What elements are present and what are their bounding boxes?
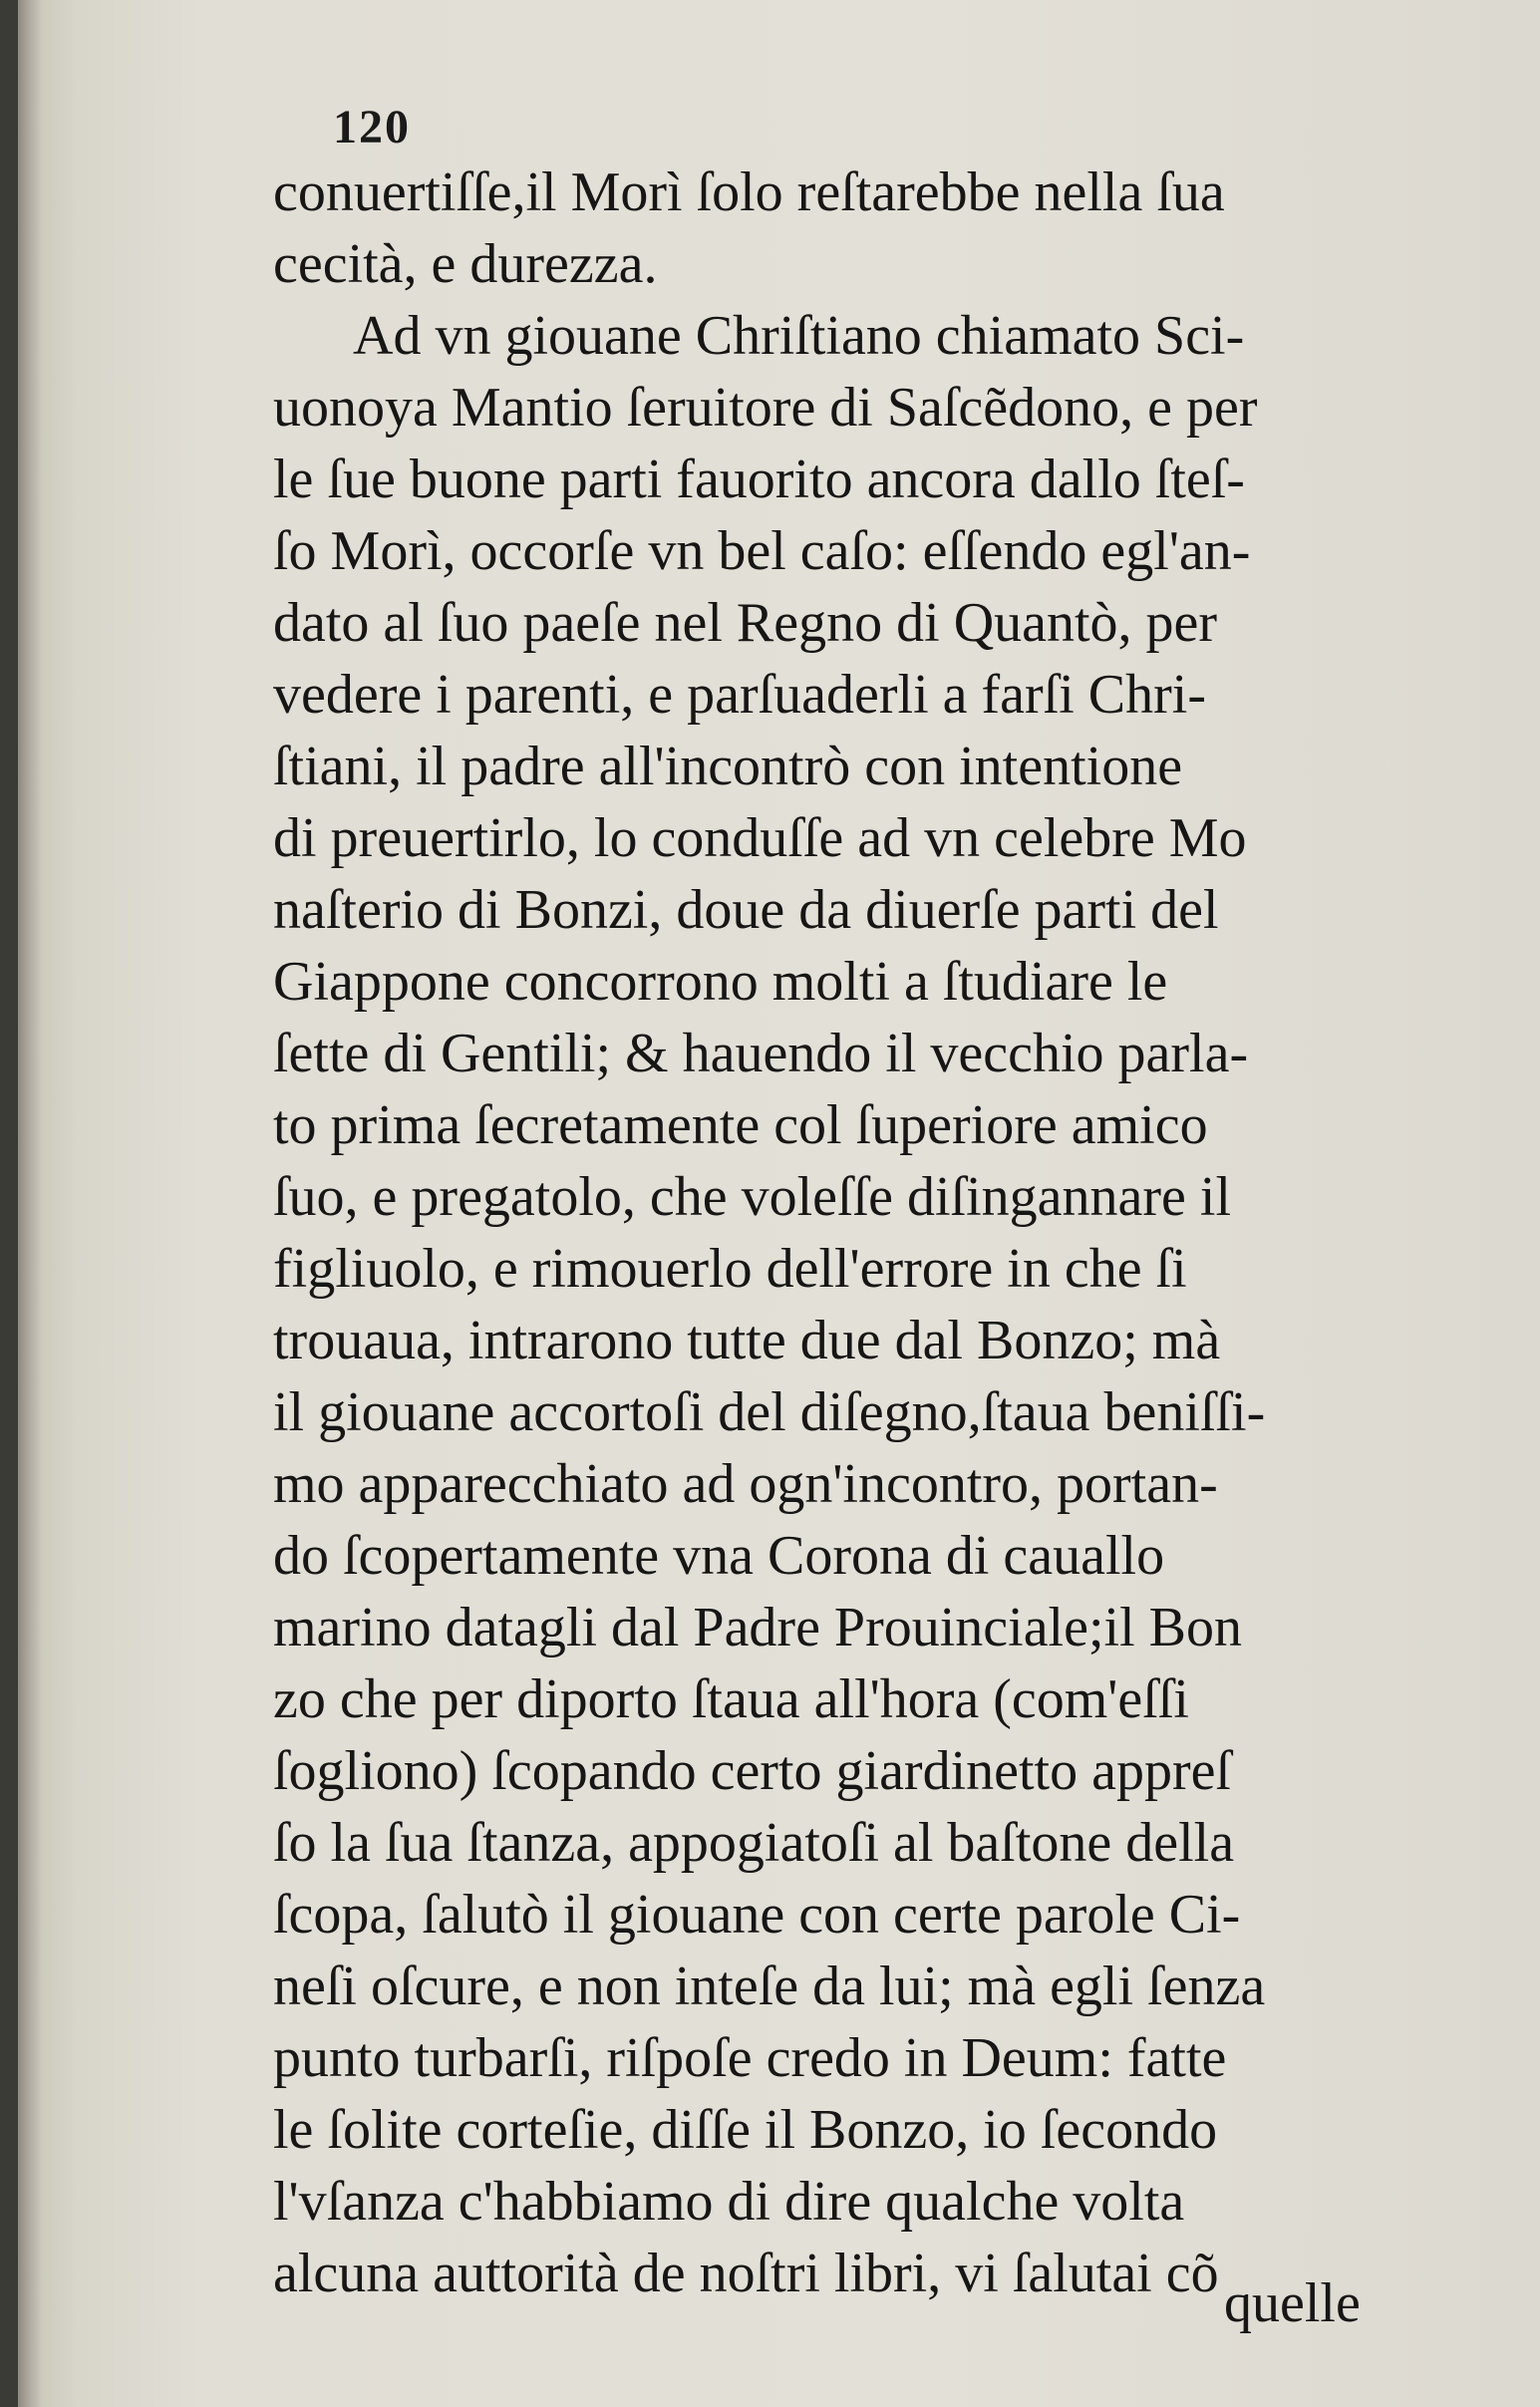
text-line: do ſcopertamente vna Corona di cauallo	[273, 1525, 1165, 1587]
text-line: alcuna auttorità de noſtri libri, vi ſalutai cõ	[273, 2243, 1219, 2304]
text-line: Ad vn giouane Chriſtiano chiamato Sci-	[353, 305, 1245, 367]
text-line: trouaua, intrarono tutte due dal Bonzo; mà	[273, 1310, 1221, 1371]
text-line: ſcopa, ſalutò il giouane con certe parole Ci-	[273, 1884, 1241, 1946]
text-line: ſtiani, il padre all'incontrò con intentione	[273, 736, 1183, 797]
text-line: le ſolite corteſie, diſſe il Bonzo, io ſecondo	[273, 2099, 1218, 2161]
text-line: figliuolo, e rimouerlo dell'errore in che ſi	[273, 1238, 1187, 1300]
text-line: marino datagli dal Padre Prouinciale;il Bon	[273, 1597, 1242, 1658]
text-line: le ſue buone parti fauorito ancora dallo ſteſ-	[273, 449, 1245, 510]
text-line: dato al ſuo paeſe nel Regno di Quantò, per	[273, 592, 1218, 654]
text-line: neſi oſcure, e non inteſe da lui; mà egli ſenza	[273, 1956, 1266, 2017]
text-line: di preuertirlo, lo conduſſe ad vn celebre Mo	[273, 807, 1247, 869]
text-line: il giouane accortoſi del diſegno,ſtaua beniſſi-	[273, 1381, 1266, 1443]
text-line: naſterio di Bonzi, doue da diuerſe parti del	[273, 879, 1219, 941]
text-line: punto turbarſi, riſpoſe credo in Deum: fatte	[273, 2027, 1227, 2089]
text-line: to prima ſecretamente col ſuperiore amico	[273, 1094, 1208, 1156]
binding-shadow	[18, 0, 42, 2407]
text-line: mo apparecchiato ad ogn'incontro, portan-	[273, 1453, 1218, 1515]
text-line: ſo la ſua ſtanza, appogiatoſi al baſtone della	[273, 1812, 1235, 1874]
page-number: 120	[333, 101, 411, 153]
text-line: l'vſanza c'habbiamo di dire qualche volta	[273, 2171, 1185, 2233]
text-line: ſuo, e pregatolo, che voleſſe diſingannare il	[273, 1166, 1231, 1228]
text-line: uonoya Mantio ſeruitore di Saſcẽdono, e per	[273, 377, 1258, 439]
catchword: quelle	[1224, 2272, 1361, 2334]
text-line: zo che per diporto ſtaua all'hora (com'eſſi	[273, 1668, 1189, 1730]
text-line: ſogliono) ſcopando certo giardinetto appreſ	[273, 1740, 1232, 1802]
text-line: ſo Morì, occorſe vn bel caſo: eſſendo egl'an-	[273, 520, 1251, 582]
text-line: conuertiſſe,il Morì ſolo reſtarebbe nella ſua	[273, 161, 1225, 223]
text-line: ſette di Gentili; & hauendo il vecchio parla-	[273, 1023, 1249, 1084]
text-line: Giappone concorrono molti a ſtudiare le	[273, 951, 1168, 1013]
book-page	[18, 0, 1540, 2407]
text-line: vedere i parenti, e parſuaderli a farſi Chri-	[273, 664, 1206, 726]
text-line: cecità, e durezza.	[273, 233, 658, 295]
